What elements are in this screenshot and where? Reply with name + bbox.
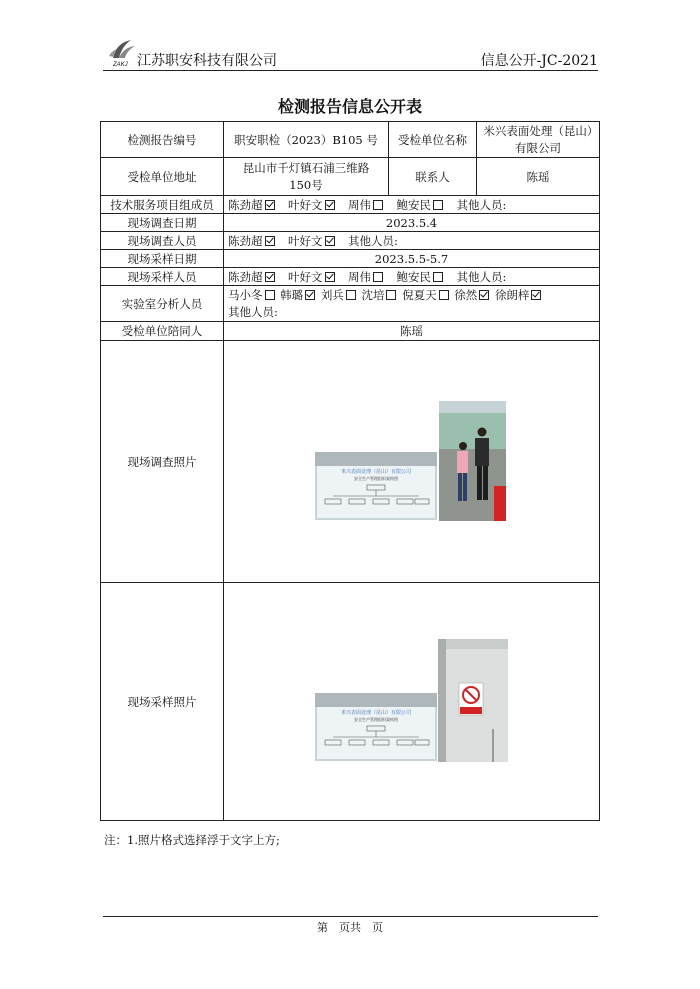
sampling-other: 其他人员: — [456, 269, 507, 284]
table-row — [101, 214, 600, 232]
survey-photo-cell — [224, 341, 600, 583]
checked-box-icon — [325, 272, 335, 282]
person-entry — [402, 288, 451, 302]
report-no-label: 检测报告编号 — [101, 122, 224, 158]
person-entry — [348, 198, 385, 212]
footer-divider — [103, 916, 598, 917]
table-row — [101, 341, 600, 583]
person-name: 沈培 — [361, 287, 385, 302]
table-row — [101, 286, 600, 322]
checked-box-icon — [531, 290, 541, 300]
table-row — [101, 196, 600, 214]
person-entry — [361, 288, 398, 302]
sampling-photo-label: 现场采样照片 — [101, 583, 224, 821]
sampling-date-value: 2023.5.5-5.7 — [224, 250, 600, 268]
survey-date-label: 现场调查日期 — [101, 214, 224, 232]
person-name: 周伟 — [348, 269, 371, 284]
person-entry — [228, 270, 277, 284]
person-entry — [397, 198, 446, 212]
sampling-date-label: 现场采样日期 — [101, 250, 224, 268]
unchecked-box-icon — [265, 290, 275, 300]
checked-box-icon — [325, 236, 335, 246]
person-entry — [228, 198, 277, 212]
unchecked-box-icon — [373, 200, 383, 210]
person-entry — [495, 288, 544, 302]
person-name: 叶好文 — [288, 269, 323, 284]
sampling-people-list — [224, 268, 600, 286]
sampling-photo-cell — [224, 583, 600, 821]
page-footer: 第 页共 页 — [317, 921, 383, 934]
person-entry — [348, 270, 385, 284]
team-list — [224, 196, 600, 214]
person-name: 周伟 — [348, 197, 371, 212]
team-label: 技术服务项目组成员 — [101, 196, 224, 214]
table-row — [101, 322, 600, 341]
table-row — [101, 122, 600, 158]
unchecked-box-icon — [433, 200, 443, 210]
checked-box-icon — [479, 290, 489, 300]
sampling-people-label: 现场采样人员 — [101, 268, 224, 286]
report-info-table — [100, 121, 600, 821]
sampling-board-photo — [315, 693, 437, 761]
checked-box-icon — [265, 200, 275, 210]
table-row — [101, 268, 600, 286]
checked-box-icon — [325, 200, 335, 210]
table-row — [101, 583, 600, 821]
board-title: 米兴表面处理（昆山）有限公司 — [340, 710, 412, 716]
person-name: 叶好文 — [288, 197, 323, 212]
contact-value: 陈瑶 — [477, 158, 600, 196]
person-name: 马小冬 — [228, 287, 263, 302]
person-entry — [280, 288, 317, 302]
lab-other: 其他人员: — [228, 304, 278, 319]
document-code: 信息公开-JC-2021 — [480, 53, 598, 69]
survey-photo-label: 现场调查照片 — [101, 341, 224, 583]
person-entry — [228, 234, 277, 248]
checked-box-icon — [305, 290, 315, 300]
person-entry — [397, 270, 446, 284]
footnote: 注：1.照片格式选择浮于文字上方; — [104, 833, 280, 847]
person-name: 刘兵 — [320, 287, 344, 302]
person-name: 鲍安民 — [396, 197, 431, 212]
address-label: 受检单位地址 — [101, 158, 224, 196]
person-name: 叶好文 — [288, 233, 323, 248]
person-name: 徐然 — [454, 287, 478, 302]
person-name: 陈劲超 — [228, 269, 263, 284]
survey-board-photo — [315, 452, 437, 520]
escort-label: 受检单位陪同人 — [101, 322, 224, 341]
unchecked-box-icon — [373, 272, 383, 282]
checked-box-icon — [265, 272, 275, 282]
table-row — [101, 158, 600, 196]
contact-label: 联系人 — [389, 158, 477, 196]
unchecked-box-icon — [346, 290, 356, 300]
board-subtitle: 安全生产管理组织架构图 — [354, 717, 398, 722]
client-label: 受检单位名称 — [389, 122, 477, 158]
report-no-value: 职安职检（2023）B105 号 — [224, 122, 389, 158]
person-name: 陈劲超 — [228, 233, 263, 248]
table-row — [101, 250, 600, 268]
person-entry — [228, 288, 277, 302]
company-name: 江苏职安科技有限公司 — [137, 53, 277, 69]
survey-people-label: 现场调查人员 — [101, 232, 224, 250]
address-value: 昆山市千灯镇石浦三维路150号 — [224, 158, 389, 196]
person-name: 徐朗梓 — [494, 287, 530, 302]
page-title: 检测报告信息公开表 — [277, 97, 422, 116]
person-name: 韩璐 — [280, 287, 304, 302]
person-name: 倪夏天 — [402, 287, 437, 302]
unchecked-box-icon — [439, 290, 449, 300]
team-other: 其他人员: — [456, 197, 507, 212]
person-name: 鲍安民 — [396, 269, 431, 284]
person-entry — [288, 270, 337, 284]
client-value: 米兴表面处理（昆山）有限公司 — [477, 122, 600, 158]
unchecked-box-icon — [386, 290, 396, 300]
person-entry — [321, 288, 358, 302]
survey-people-list — [224, 232, 600, 250]
escort-value: 陈瑶 — [224, 322, 600, 341]
unchecked-box-icon — [433, 272, 443, 282]
person-entry — [454, 288, 491, 302]
survey-people-photo — [439, 401, 506, 521]
survey-date-value: 2023.5.4 — [224, 214, 600, 232]
table-row — [101, 232, 600, 250]
lab-label: 实验室分析人员 — [101, 286, 224, 322]
person-name: 陈劲超 — [228, 197, 263, 212]
lab-people-list — [224, 286, 600, 322]
survey-other: 其他人员: — [348, 233, 398, 248]
board-title: 米兴表面处理（昆山）有限公司 — [340, 469, 412, 475]
logo-text: ZAKJ — [113, 62, 128, 68]
person-entry — [288, 234, 337, 248]
board-subtitle: 安全生产管理组织架构图 — [354, 476, 398, 481]
checked-box-icon — [265, 236, 275, 246]
person-entry — [288, 198, 337, 212]
sampling-wall-photo — [438, 639, 508, 762]
page-header — [103, 34, 598, 71]
